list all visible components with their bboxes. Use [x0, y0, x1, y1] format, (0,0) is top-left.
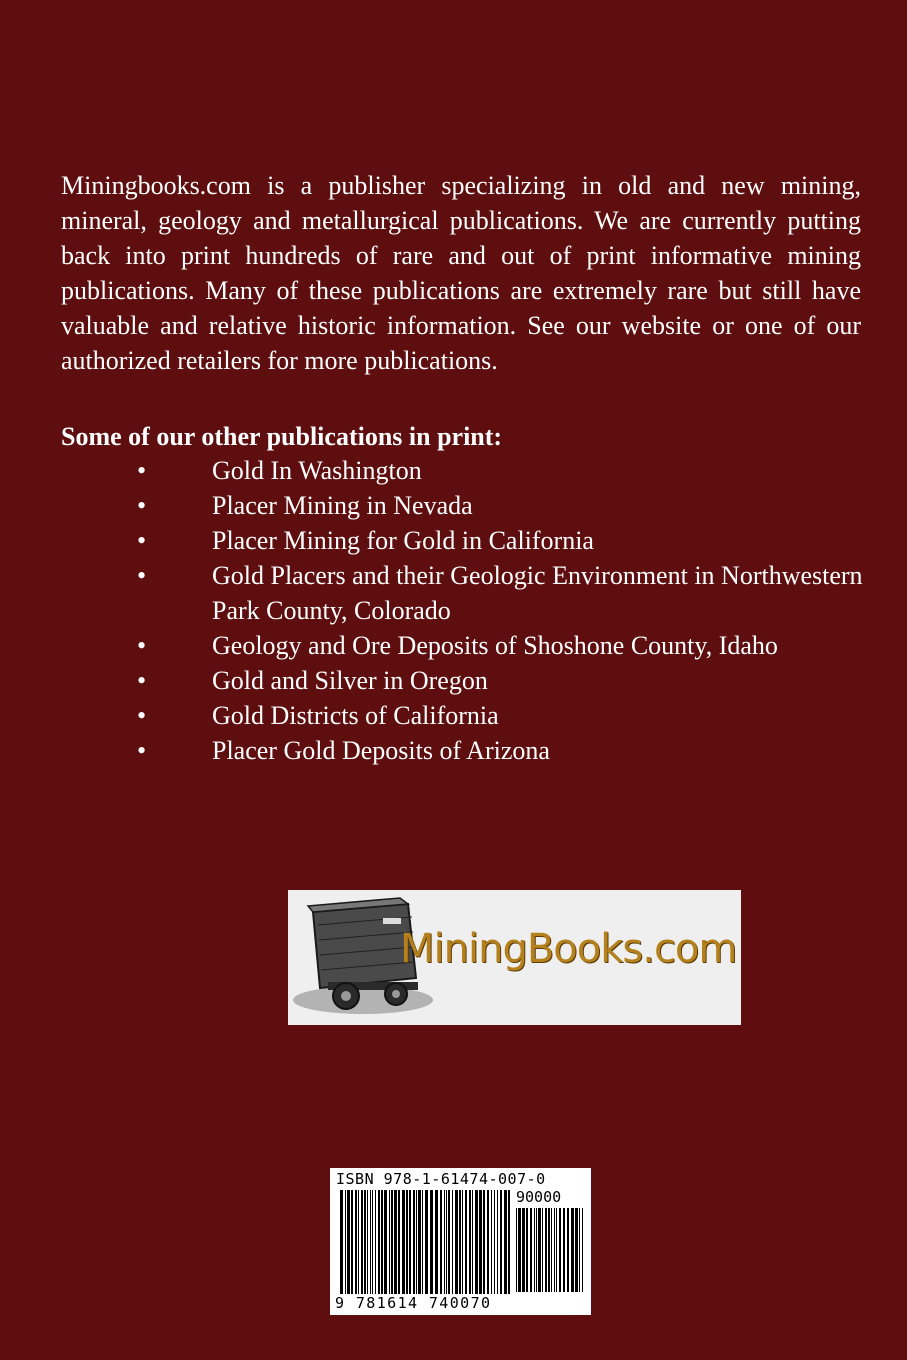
- logo-wordmark: MiningBooks.com: [400, 926, 737, 972]
- publications-list: [61, 453, 881, 768]
- bullet-icon: •: [137, 561, 147, 590]
- publisher-description: Miningbooks.com is a publisher specializing in old and new mining, mineral, geology and metallurgical publications. We are currently putting back into print hundreds of rare and out of print informative mining publications. Many of these publications are extremely rare but still have valuable and relative historic information. See our website or one of our authorized retailers for more publications.: [61, 171, 861, 375]
- list-item: [61, 453, 881, 488]
- publication-title: Gold and Silver in Oregon: [212, 666, 488, 695]
- addon-bars: [516, 1208, 586, 1292]
- bullet-icon: •: [137, 491, 147, 520]
- publication-title: Gold Districts of California: [212, 701, 499, 730]
- isbn-barcode: [330, 1168, 591, 1315]
- bullet-icon: •: [137, 526, 147, 555]
- barcode-addon-number: 90000: [516, 1188, 562, 1206]
- list-item: [61, 558, 881, 628]
- bullet-icon: •: [137, 701, 147, 730]
- publication-title: Placer Gold Deposits of Arizona: [212, 736, 550, 765]
- bullet-icon: •: [137, 631, 147, 660]
- list-item: [61, 488, 881, 523]
- bullet-icon: •: [137, 456, 147, 485]
- ean-number: 9 781614 740070: [335, 1294, 492, 1312]
- publication-title: Geology and Ore Deposits of Shoshone County, Idaho: [212, 631, 778, 660]
- list-item: [61, 523, 881, 558]
- isbn-label: ISBN 978-1-61474-007-0: [336, 1170, 546, 1188]
- list-item: [61, 628, 881, 663]
- ean-bars: [340, 1190, 512, 1294]
- bullet-icon: •: [137, 736, 147, 765]
- publications-heading: Some of our other publications in print:: [61, 422, 503, 451]
- publisher-logo: [288, 890, 741, 1025]
- list-item: [61, 663, 881, 698]
- publication-title: Placer Mining in Nevada: [212, 491, 473, 520]
- publication-title: Placer Mining for Gold in California: [212, 526, 594, 555]
- list-item: [61, 698, 881, 733]
- bullet-icon: •: [137, 666, 147, 695]
- publication-title: Gold In Washington: [212, 456, 422, 485]
- publication-title: Gold Placers and their Geologic Environment in Northwestern Park County, Colorado: [212, 561, 863, 625]
- list-item: [61, 733, 881, 768]
